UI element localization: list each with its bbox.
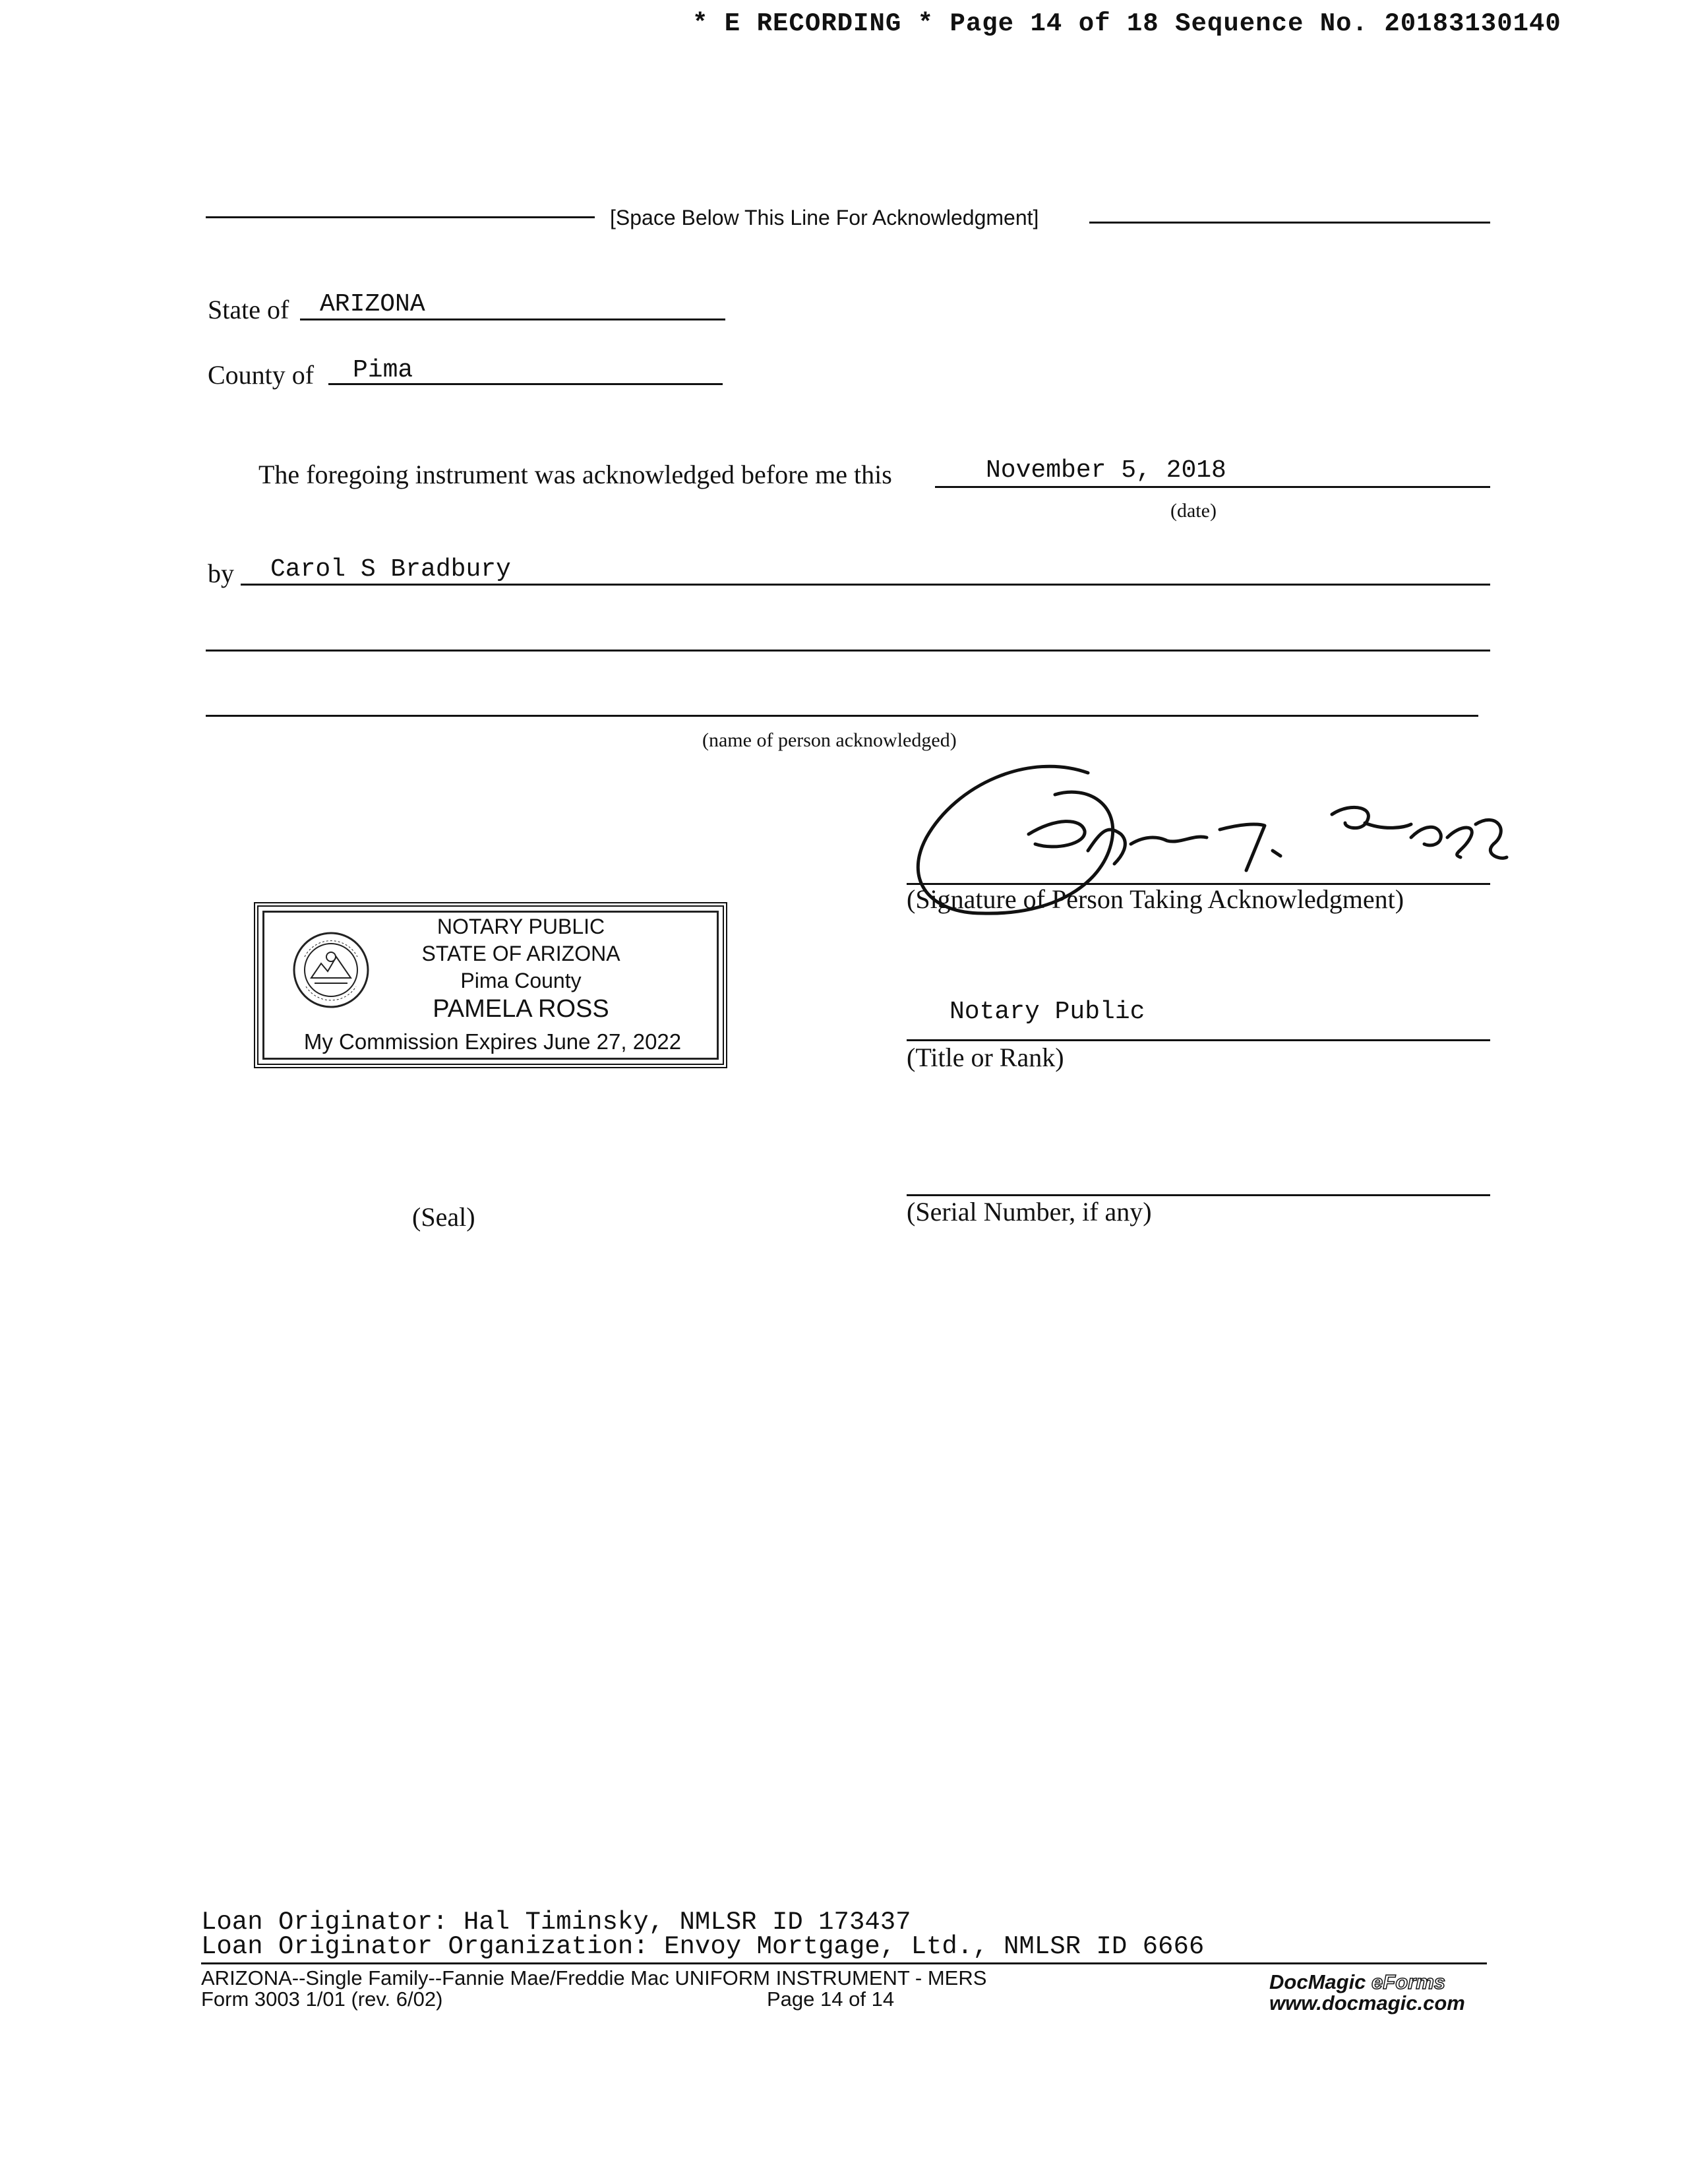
county-underline [328, 383, 723, 385]
state-value: ARIZONA [320, 290, 425, 318]
date-caption: (date) [1170, 500, 1217, 522]
notary-stamp [254, 902, 727, 1068]
date-value: November 5, 2018 [986, 456, 1226, 485]
stamp-line-commission: My Commission Expires June 27, 2022 [303, 1029, 682, 1054]
space-below-line-label: [Space Below This Line For Acknowledgment] [610, 206, 1039, 229]
date-underline [935, 486, 1490, 488]
footer-rule [201, 1962, 1487, 1964]
name-line-2 [206, 650, 1490, 652]
loan-originator-organization: Loan Originator Organization: Envoy Mortgage, Ltd., NMLSR ID 6666 [201, 1932, 1205, 1961]
divider-right [1089, 222, 1490, 224]
by-underline [241, 584, 1490, 586]
title-value: Notary Public [950, 998, 1145, 1026]
county-label: County of [208, 360, 315, 390]
docmagic-brand: DocMagic [1269, 1970, 1366, 1993]
instrument-description: ARIZONA--Single Family--Fannie Mae/Freddie Mac UNIFORM INSTRUMENT - MERS [201, 1966, 987, 1989]
recording-header: * E RECORDING * Page 14 of 18 Sequence No. 20183130140 [692, 9, 1561, 38]
stamp-line-notary-public: NOTARY PUBLIC [437, 915, 605, 938]
serial-caption: (Serial Number, if any) [907, 1197, 1152, 1227]
docmagic-website: www.docmagic.com [1269, 1991, 1465, 2015]
stamp-line-state: STATE OF ARIZONA [421, 942, 620, 965]
form-number: Form 3003 1/01 (rev. 6/02) [201, 1987, 443, 2011]
footer-page-number: Page 14 of 14 [767, 1987, 895, 2011]
county-value: Pima [353, 356, 413, 384]
stamp-line-name: PAMELA ROSS [433, 995, 609, 1023]
by-label: by [208, 559, 234, 588]
divider-left [206, 216, 595, 218]
state-label: State of [208, 295, 289, 324]
loan-originator: Loan Originator: Hal Timinsky, NMLSR ID 173437 [201, 1908, 911, 1937]
docmagic-logo [1269, 1970, 1445, 1994]
title-underline [907, 1039, 1490, 1041]
name-line-3 [206, 715, 1478, 717]
eforms-brand: eForms [1372, 1970, 1446, 1993]
title-caption: (Title or Rank) [907, 1043, 1064, 1072]
signature-caption: (Signature of Person Taking Acknowledgment) [907, 884, 1404, 914]
acknowledged-statement: The foregoing instrument was acknowledged before me this [258, 460, 892, 489]
state-underline [300, 318, 725, 320]
person-acknowledged-value: Carol S Bradbury [270, 555, 511, 584]
name-caption: (name of person acknowledged) [702, 729, 957, 751]
seal-caption: (Seal) [412, 1202, 475, 1232]
stamp-line-county: Pima County [460, 969, 582, 992]
